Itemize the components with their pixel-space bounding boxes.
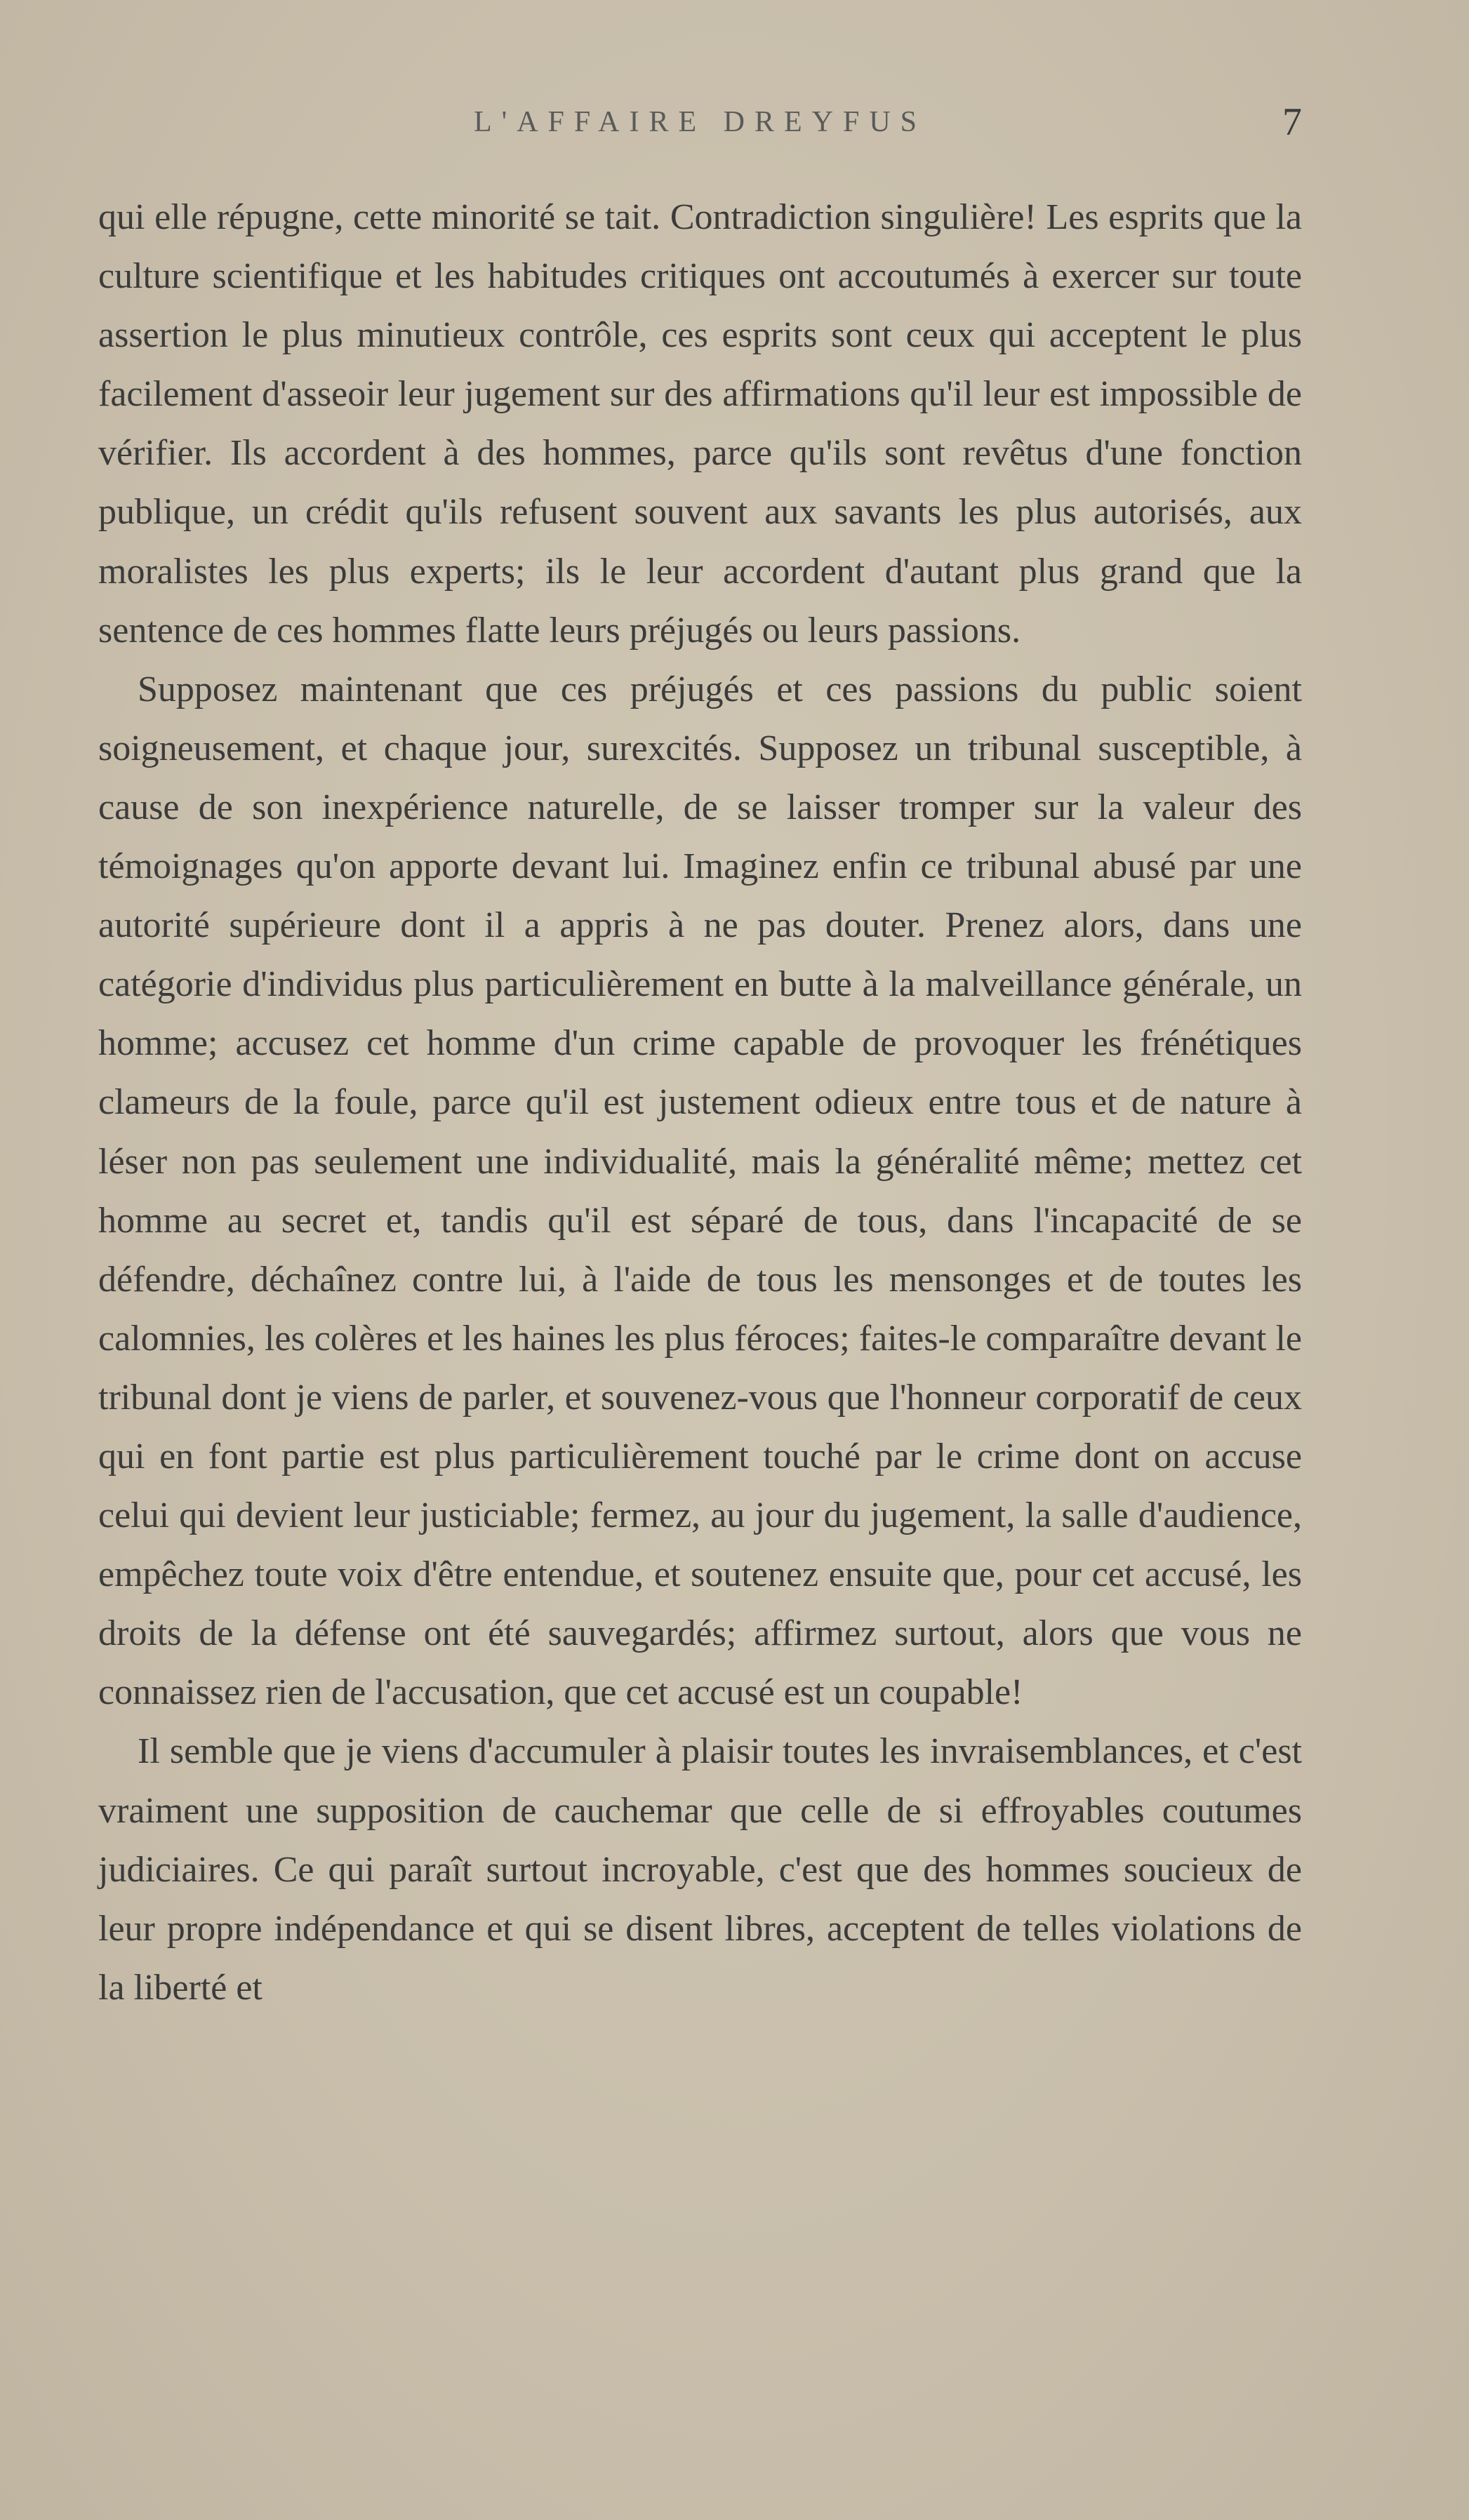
page-header (98, 100, 1302, 156)
paragraph-3: Il semble que je viens d'accumuler à plaisir toutes les invraisemblances, et c'est vraiment une supposition de cauchemar que celle de si effroyables coutumes judiciaires. Ce qui paraît surtout incroyable, c'est que des hommes soucieux de leur propre indépendance et qui se disent libres, acceptent de telles violations de la liberté et (98, 1731, 1302, 2008)
running-title: L'AFFAIRE DREYFUS (473, 106, 927, 138)
body-text (98, 188, 1302, 2018)
paragraph-2: Supposez maintenant que ces préjugés et ces passions du public soient soigneusement, et chaque jour, surexcités. Supposez un tribunal susceptible, à cause de son inexpérience naturelle, de se laisser tromper sur la valeur des témoignages qu'on apporte devant lui. Imaginez enfin ce tribunal abusé par une autorité supérieure dont il a appris à ne pas douter. Prenez alors, dans une catégorie d'individus plus particulièrement en butte à la malveillance générale, un homme; accusez cet homme d'un crime capable de provoquer les frénétiques clameurs de la foule, parce qu'il est justement odieux entre tous et de nature à léser non pas seulement une individualité, mais la généralité même; mettez cet homme au secret et, tandis qu'il est séparé de tous, dans l'incapacité de se défendre, déchaînez contre lui, à l'aide de tous les mensonges et de toutes les calomnies, les colères et les haines les plus féroces; faites-le comparaître devant le tribunal dont je viens de parler, et souvenez-vous que l'honneur corporatif de ceux qui en font partie est plus particulièrement touché par le crime dont on accuse celui qui devient leur justiciable; fermez, au jour du jugement, la salle d'audience, empêchez toute voix d'être entendue, et soutenez ensuite que, pour cet accusé, les droits de la défense ont été sauvegardés; affirmez surtout, alors que vous ne connaissez rien de l'accusation, que cet accusé est un coupable! (98, 669, 1302, 1713)
page-number: 7 (1282, 100, 1302, 144)
paragraph-1: qui elle répugne, cette minorité se tait. Contradiction singulière! Les esprits que la culture scientifique et les habitudes critiques ont accoutumés à exercer sur toute assertion le plus minutieux contrôle, ces esprits sont ceux qui acceptent le plus facilement d'asseoir leur jugement sur des affirmations qu'il leur est impossible de vérifier. Ils accordent à des hommes, parce qu'ils sont revêtus d'une fonction publique, un crédit qu'ils refusent souvent aux savants les plus autorisés, aux moralistes les plus experts; ils le leur accordent d'autant plus grand que la sentence de ces hommes flatte leurs préjugés ou leurs passions. (98, 197, 1302, 651)
